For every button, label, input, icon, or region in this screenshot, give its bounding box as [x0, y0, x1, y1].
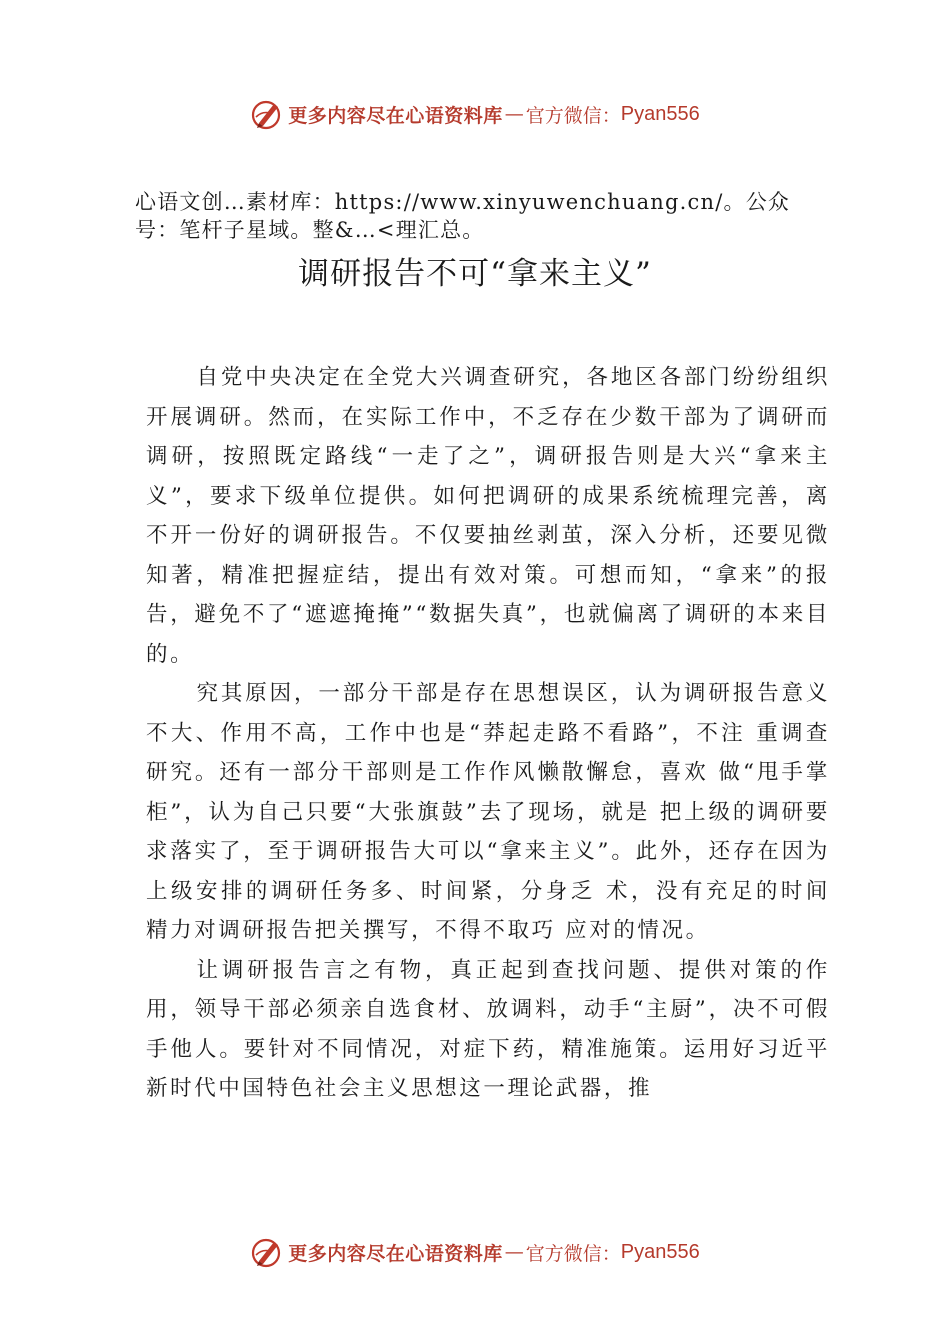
banner-dash: — [504, 103, 524, 125]
document-title: 调研报告不可“拿来主义” [298, 256, 652, 292]
paragraph: 究其原因，一部分干部是存在思想误区，认为调研报告意义不大、作用不高，工作中也是“莽起走路不看路”，不注 重调查研究。还有一部分干部则是工作作风懒散懈怠，喜欢 做“甩手掌柜”，认为自己只要“大张旗鼓”去了现场，就是 把上级的调研要求落实了，至于调研报告大可以“拿来主义”。此外，还存在因为上级安排的调研任务多、时间紧，分身乏 术，没有充足的时间精力对调研报告把关撰写，不得不取巧 应对的情况。 [146, 681, 830, 943]
paragraph: 自党中央决定在全党大兴调查研究，各地区各部门纷纷组织开展调研。然而，在实际工作中，不乏存在少数干部为了调研而调研，按照既定路线“一走了之”，调研报告则是大兴“拿来主义”，要求下级单位提供。如何把调研的成果系统梳理完善，离不开一份好的调研报告。不仅要抽丝剥茧，深入分析，还要见微知著，精准把握症结，提出有效对策。可想而知，“拿来”的报告，避免不了“遮遮掩掩”“数据失真”，也就偏离了调研的本来目的。 [146, 365, 830, 667]
document-body [146, 358, 830, 1109]
pen-logo-icon [250, 1235, 284, 1269]
banner-official-label: 官方微信： [525, 1242, 621, 1265]
banner-text: 更多内容尽在心语资料库 [288, 104, 503, 127]
banner-wechat-id: Pyan556 [620, 102, 700, 125]
source-note: 心语文创…素材库：https://www.xinyuwenchuang.cn/。公众号：笔杆子星域。整&…<理汇总。 [135, 190, 791, 242]
banner-wechat-id: Pyan556 [620, 1240, 700, 1263]
header-banner [0, 94, 950, 134]
paragraph: 让调研报告言之有物，真正起到查找问题、提供对策的作用，领导干部必须亲自选食材、放调料，动手“主厨”，决不可假手他人。要针对不同情况，对症下药，精准施策。运用好习近平新时代中国特色社会主义思想这一理论武器，推 [146, 957, 830, 1101]
pen-logo-icon [250, 97, 284, 131]
banner-dash: — [504, 1241, 524, 1263]
footer-banner [0, 1232, 950, 1272]
banner-official-label: 官方微信： [525, 104, 621, 127]
banner-text: 更多内容尽在心语资料库 [288, 1242, 503, 1265]
